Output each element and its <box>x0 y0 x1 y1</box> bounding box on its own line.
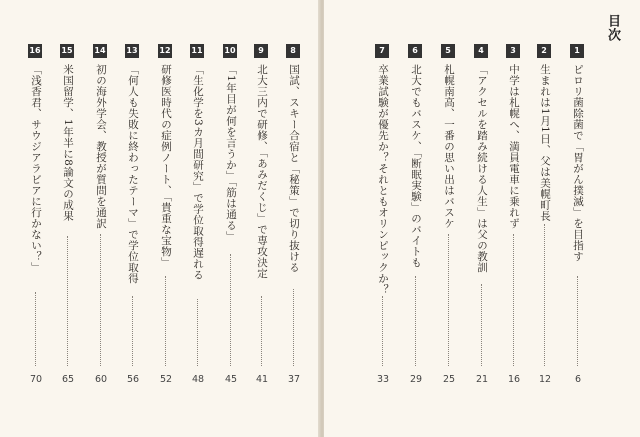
page-number: 12 <box>538 374 552 385</box>
page-number: 52 <box>159 374 173 385</box>
dot-leader <box>577 276 578 366</box>
dot-leader <box>513 234 514 366</box>
chapter-title: 研修医時代の症例ノート、「貴重な宝物」 <box>160 64 172 268</box>
dot-leader <box>544 224 545 366</box>
chapter-number: 11 <box>190 44 204 58</box>
chapter-number: 7 <box>375 44 389 58</box>
toc-entry[interactable] <box>155 44 177 394</box>
page-number: 70 <box>29 374 43 385</box>
chapter-title: 北大でもバスケ、「断眠実験」のバイトも <box>410 64 422 268</box>
toc-entry[interactable] <box>471 44 493 394</box>
page-number: 29 <box>409 374 423 385</box>
chapter-number: 4 <box>474 44 488 58</box>
chapter-title: 米国留学、1年半に8論文の成果 <box>62 64 74 222</box>
page-number: 45 <box>224 374 238 385</box>
page-number: 37 <box>287 374 301 385</box>
dot-leader <box>35 292 36 366</box>
toc-entry[interactable] <box>438 44 460 394</box>
chapter-title: 札幌南高、一番の思い出はバスケ <box>443 64 455 229</box>
chapter-title: 「何人も失敗に終わったテーマ」で学位取得 <box>127 64 139 284</box>
page-number: 6 <box>574 374 582 385</box>
chapter-number: 10 <box>223 44 237 58</box>
chapter-title: 北大三内で研修、「あみだくじ」で専攻決定 <box>256 64 268 279</box>
page-number: 25 <box>442 374 456 385</box>
chapter-number: 16 <box>28 44 42 58</box>
chapter-number: 13 <box>125 44 139 58</box>
toc-entry[interactable] <box>503 44 525 394</box>
dot-leader <box>230 254 231 366</box>
dot-leader <box>261 296 262 366</box>
page-number: 33 <box>376 374 390 385</box>
dot-leader <box>481 284 482 366</box>
chapter-number: 9 <box>254 44 268 58</box>
toc-entry[interactable] <box>283 44 305 394</box>
toc-entry[interactable] <box>90 44 112 394</box>
toc-entry[interactable] <box>372 44 394 394</box>
chapter-title: 卒業試験が優先か？それともオリンピックか？ <box>377 64 389 295</box>
toc-entry[interactable] <box>567 44 589 394</box>
chapter-title: 「1年目が何を言うか」「筋は通る」 <box>225 64 237 242</box>
chapter-number: 5 <box>441 44 455 58</box>
chapter-number: 14 <box>93 44 107 58</box>
chapter-title: 初の海外学会、教授が質問を通訳 <box>95 64 107 229</box>
chapter-number: 15 <box>60 44 74 58</box>
dot-leader <box>448 234 449 366</box>
chapter-title: 生まれは1月1日、父は美幌町長 <box>539 64 551 222</box>
chapter-number: 12 <box>158 44 172 58</box>
dot-leader <box>415 276 416 366</box>
page-number: 21 <box>475 374 489 385</box>
chapter-number: 3 <box>506 44 520 58</box>
dot-leader <box>197 299 198 366</box>
chapter-number: 6 <box>408 44 422 58</box>
toc-entry[interactable] <box>405 44 427 394</box>
page-number: 41 <box>255 374 269 385</box>
chapter-title: 国試、スキー合宿と「秘策」で切り抜ける <box>288 64 300 273</box>
toc-entry[interactable] <box>122 44 144 394</box>
page-number: 56 <box>126 374 140 385</box>
toc-entry[interactable] <box>187 44 209 394</box>
chapter-title: 中学は札幌へ、満員電車に乗れず <box>508 64 520 229</box>
chapter-title: 「浅香君、サウジアラビアに行かない？」 <box>30 64 42 273</box>
page-number: 65 <box>61 374 75 385</box>
chapter-number: 1 <box>570 44 584 58</box>
page-number: 16 <box>507 374 521 385</box>
dot-leader <box>293 289 294 366</box>
page-number: 48 <box>191 374 205 385</box>
dot-leader <box>165 276 166 366</box>
dot-leader <box>382 296 383 366</box>
chapter-title: 「アクセルを踏み続ける人生」は父の教訓 <box>476 64 488 273</box>
dot-leader <box>100 234 101 366</box>
toc-entry[interactable] <box>220 44 242 394</box>
chapter-number: 8 <box>286 44 300 58</box>
toc-entry[interactable] <box>57 44 79 394</box>
chapter-title: ピロリ菌除菌で「胃がん撲滅」を目指す <box>572 64 584 262</box>
toc-entry[interactable] <box>251 44 273 394</box>
toc-entry[interactable] <box>534 44 556 394</box>
chapter-number: 2 <box>537 44 551 58</box>
dot-leader <box>132 296 133 366</box>
chapter-title: 「生化学を3カ月間研究」で学位取得遅れる <box>192 64 204 281</box>
page-number: 60 <box>94 374 108 385</box>
toc-entry[interactable] <box>25 44 47 394</box>
toc-title: 目次 <box>605 14 620 42</box>
dot-leader <box>67 236 68 366</box>
